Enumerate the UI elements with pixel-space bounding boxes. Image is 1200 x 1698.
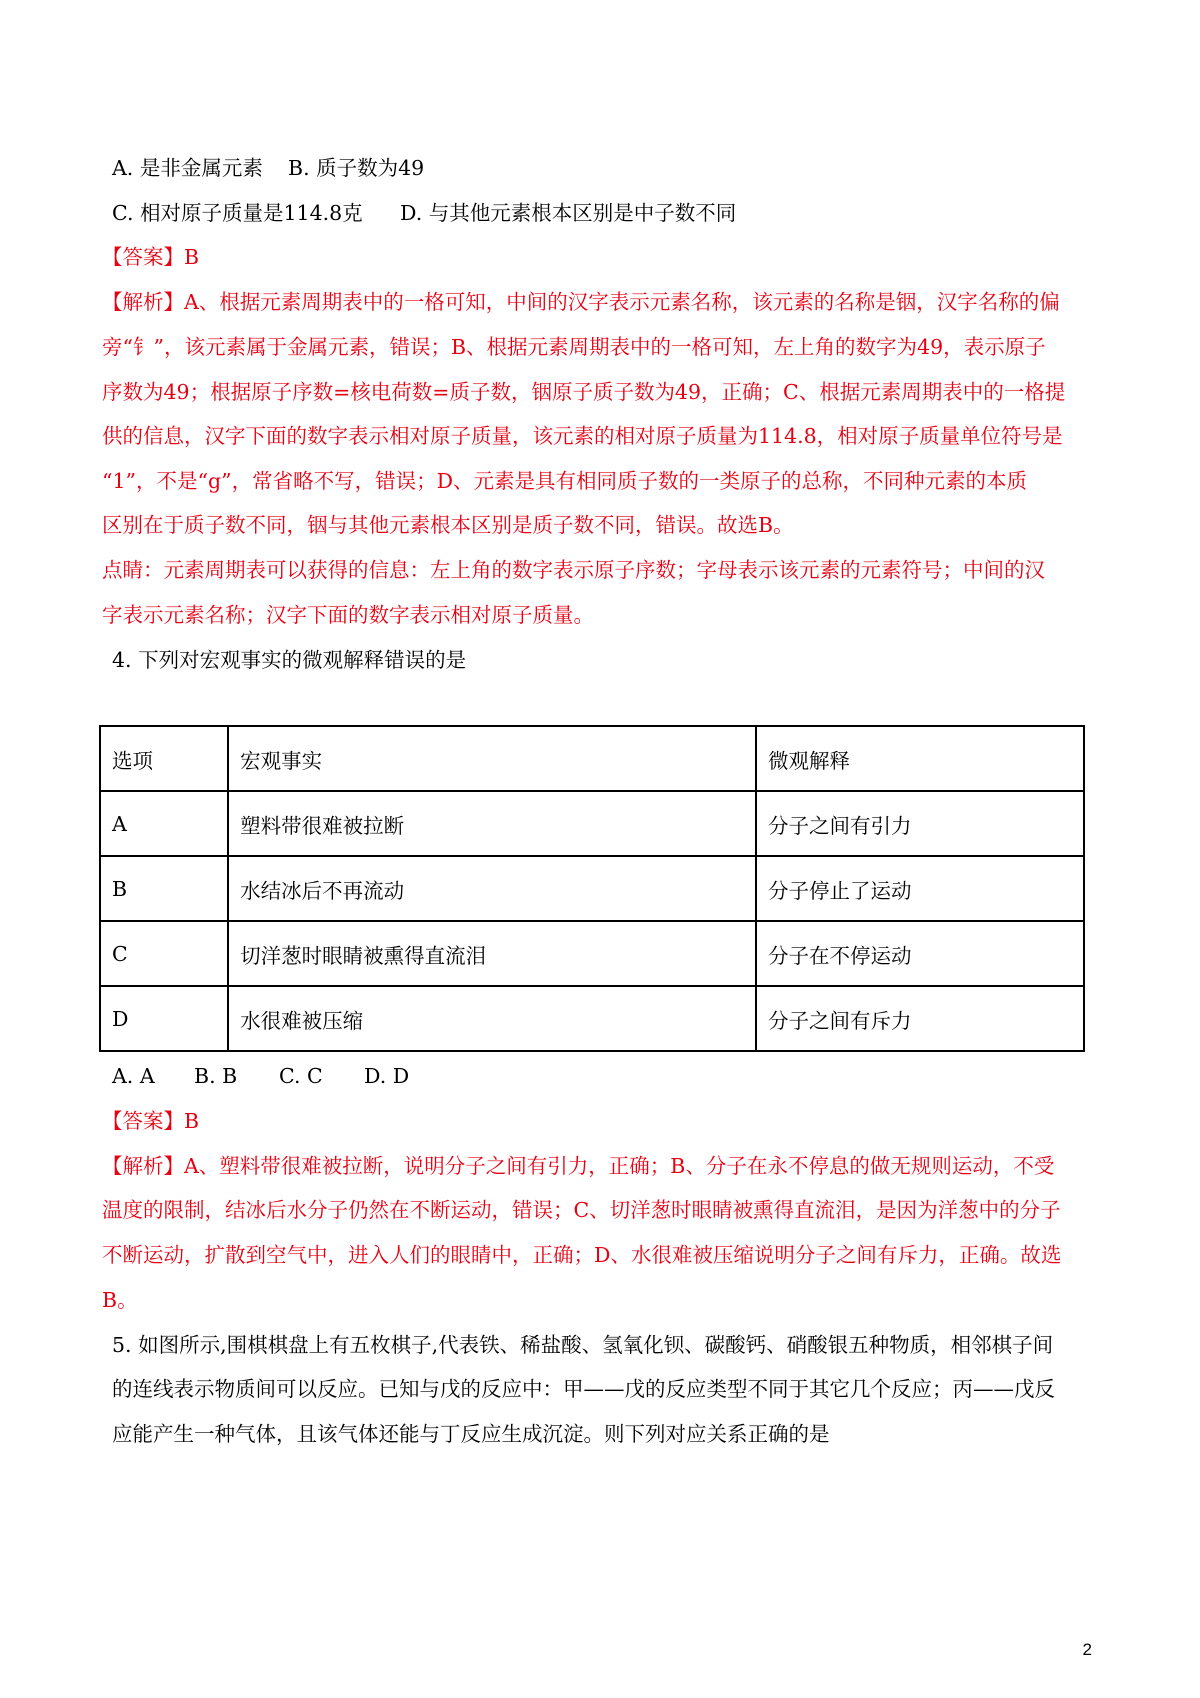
q4-option-c: C. C (279, 1064, 323, 1088)
q3-tip-line: 字表示元素名称；汉字下面的数字表示相对原子质量。 (102, 603, 594, 627)
table-header-row (100, 726, 1084, 791)
table-cell: 分子在不停运动 (756, 921, 1084, 986)
table-cell: 水很难被压缩 (228, 986, 756, 1051)
q3-answer: 【答案】B (102, 245, 200, 269)
table-row (100, 986, 1084, 1051)
table-header-cell: 宏观事实 (228, 726, 756, 791)
table-cell: 水结冰后不再流动 (228, 856, 756, 921)
q3-analysis-line: 供的信息，汉字下面的数字表示相对原子质量，该元素的相对原子质量为114.8，相对原子质量单位符号是 (102, 424, 1063, 448)
table-header-cell: 微观解释 (756, 726, 1084, 791)
q4-analysis-line: 温度的限制，结冰后水分子仍然在不断运动，错误；C、切洋葱时眼睛被熏得直流泪，是因为洋葱中的分子 (102, 1198, 1061, 1222)
table-cell: 分子之间有引力 (756, 791, 1084, 856)
page-number: 2 (1082, 1640, 1092, 1659)
q4-option-d: D. D (364, 1064, 410, 1088)
q3-analysis-line: 旁“钅”，该元素属于金属元素，错误；B、根据元素周期表中的一格可知，左上角的数字为49，表示原子 (102, 335, 1046, 359)
q4-analysis-line: 不断运动，扩散到空气中，进入人们的眼睛中，正确；D、水很难被压缩说明分子之间有斥力，正确。故选 (102, 1243, 1062, 1267)
table-cell: 塑料带很难被拉断 (228, 791, 756, 856)
q3-options-row-1 (112, 154, 1102, 182)
table-cell: D (100, 986, 228, 1051)
q4-answer: 【答案】B (102, 1109, 200, 1133)
q4-option-a: A. A (112, 1064, 155, 1088)
q4-analysis-line: 【解析】A、塑料带很难被拉断，说明分子之间有引力，正确；B、分子在永不停息的做无规则运动，不受 (102, 1154, 1055, 1178)
q4-analysis-line: B。 (102, 1288, 138, 1312)
q4-option-b: B. B (194, 1064, 238, 1088)
q3-option-b: B. 质子数为49 (288, 156, 425, 180)
q3-options-row-2 (112, 199, 1102, 227)
q3-analysis-line: 序数为49；根据原子序数=核电荷数=质子数，铟原子质子数为49，正确；C、根据元素周期表中的一格提 (102, 380, 1066, 404)
q5-stem-line: 的连线表示物质间可以反应。已知与戊的反应中：甲——戊的反应类型不同于其它几个反应；丙——戊反 (112, 1377, 1055, 1401)
q3-tip-line: 点睛：元素周期表可以获得的信息：左上角的数字表示原子序数；字母表示该元素的元素符号；中间的汉 (102, 558, 1045, 582)
q3-analysis-line: 【解析】A、根据元素周期表中的一格可知，中间的汉字表示元素名称，该元素的名称是铟，汉字名称的偏 (102, 290, 1060, 314)
table-cell: 分子之间有斥力 (756, 986, 1084, 1051)
q4-options-row (112, 1062, 1102, 1090)
table-cell: A (100, 791, 228, 856)
table-cell: 切洋葱时眼睛被熏得直流泪 (228, 921, 756, 986)
table-cell: B (100, 856, 228, 921)
table-cell: C (100, 921, 228, 986)
q3-analysis-line: “1”，不是“g”，常省略不写，错误；D、元素是具有相同质子数的一类原子的总称，不同种元素的本质 (102, 469, 1028, 493)
q4-stem: 4. 下列对宏观事实的微观解释错误的是 (112, 648, 467, 672)
q3-analysis-line: 区别在于质子数不同，铟与其他元素根本区别是质子数不同，错误。故选B。 (102, 513, 794, 537)
table-row (100, 791, 1084, 856)
table-header-cell: 选项 (100, 726, 228, 791)
table-cell: 分子停止了运动 (756, 856, 1084, 921)
q4-table (99, 725, 1085, 1052)
q3-option-c: C. 相对原子质量是114.8克 (112, 201, 363, 225)
q5-stem-line: 应能产生一种气体，且该气体还能与丁反应生成沉淀。则下列对应关系正确的是 (112, 1422, 830, 1446)
table-row (100, 856, 1084, 921)
q5-stem-line: 5. 如图所示,围棋棋盘上有五枚棋子,代表铁、稀盐酸、氢氧化钡、碳酸钙、硝酸银五种物质，相邻棋子间 (112, 1333, 1054, 1357)
q3-option-a: A. 是非金属元素 (112, 156, 263, 180)
q3-option-d: D. 与其他元素根本区别是中子数不同 (400, 201, 737, 225)
table-row (100, 921, 1084, 986)
